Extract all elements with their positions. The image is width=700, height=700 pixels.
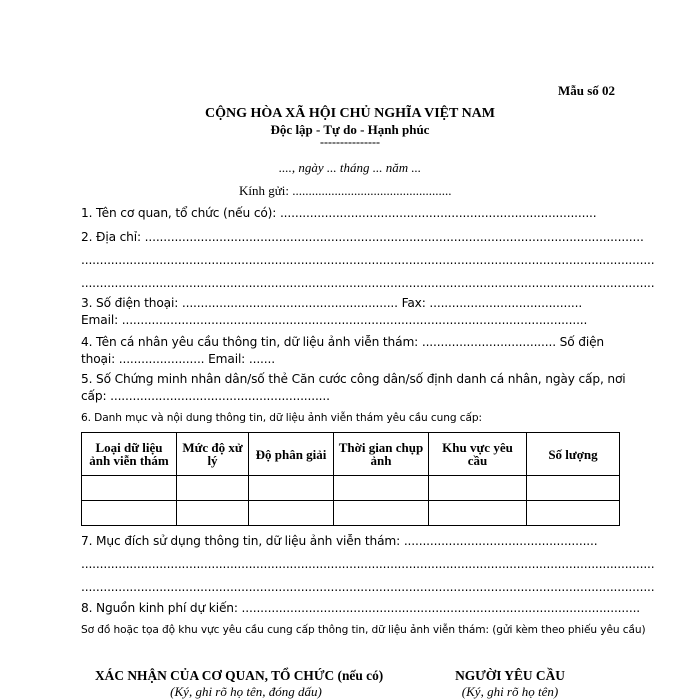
line-address: 2. Địa chỉ: ...................................................................................................................................... [81, 230, 644, 244]
table-cell [249, 476, 334, 501]
table-header-cell: Số lượng [527, 433, 620, 476]
table-header-cell: Loại dữ liệu ảnh viễn thám [82, 433, 177, 476]
line-purpose-cont-2: .......................................................................................................................................................... [81, 580, 655, 594]
table-cell [429, 501, 527, 526]
map-coordinates-note: Sơ đồ hoặc tọa độ khu vực yêu cầu cung cấp thông tin, dữ liệu ảnh viễn thám: (gửi kèm theo phiếu yêu cầu) [81, 624, 646, 636]
table-row [82, 501, 620, 526]
table-cell [429, 476, 527, 501]
table-cell [177, 501, 249, 526]
table-cell [82, 501, 177, 526]
table-cell [527, 501, 620, 526]
line-email: Email: ............................................................................................................................. [81, 313, 588, 327]
table-cell [334, 476, 429, 501]
table-cell [177, 476, 249, 501]
line-purpose-cont-1: .......................................................................................................................................................... [81, 557, 655, 571]
table-header-cell: Mức độ xử lý [177, 433, 249, 476]
line-id-issue-place: cấp: ........................................................... [81, 389, 330, 403]
line-phone-fax: 3. Số điện thoại: .......................................................... Fax: ......................................... [81, 296, 583, 310]
motto: Độc lập - Tự do - Hạnh phúc [270, 122, 430, 137]
organization-signature-note: (Ký, ghi rõ họ tên, đóng dấu) [170, 684, 322, 699]
line-address-cont-2: .......................................................................................................................................................... [81, 276, 655, 290]
line-funding: 8. Nguồn kinh phí dự kiến: ........................................................................................................... [81, 601, 641, 615]
table-cell [334, 501, 429, 526]
line-requester-phone: thoại: ....................... Email: ....... [81, 352, 275, 366]
table-row [82, 476, 620, 501]
line-data-list: 6. Danh mục và nội dung thông tin, dữ liệu ảnh viễn thám yêu cầu cung cấp: [81, 412, 482, 424]
table-cell [82, 476, 177, 501]
table-header-row [82, 433, 620, 476]
line-id-number: 5. Số Chứng minh nhân dân/số thẻ Căn cước công dân/số định danh cá nhân, ngày cấp, nơi [81, 372, 626, 386]
requester-title: NGƯỜI YÊU CẦU [455, 668, 565, 683]
line-purpose: 7. Mục đích sử dụng thông tin, dữ liệu ảnh viễn thám: .................................................... [81, 534, 598, 548]
line-organization-name: 1. Tên cơ quan, tổ chức (nếu có): ..................................................................................... [81, 206, 597, 220]
request-table [81, 432, 620, 526]
table-cell [249, 501, 334, 526]
form-number: Mẫu số 02 [558, 83, 616, 98]
country-name: CỘNG HÒA XÃ HỘI CHỦ NGHĨA VIỆT NAM [204, 106, 495, 121]
organization-confirmation-title: XÁC NHẬN CỦA CƠ QUAN, TỔ CHỨC (nếu có) [95, 668, 384, 683]
table-header-cell: Độ phân giải [249, 433, 334, 476]
requester-signature-note: (Ký, ghi rõ họ tên) [461, 684, 559, 699]
line-requester-name: 4. Tên cá nhân yêu cầu thông tin, dữ liệu ảnh viễn thám: .................................... Số điện [81, 335, 605, 349]
line-address-cont-1: .......................................................................................................................................................... [81, 253, 655, 267]
recipient-line: Kính gửi: ................................................. [239, 183, 452, 198]
date-line: ...., ngày ... tháng ... năm ... [278, 160, 422, 175]
header-rule: --------------- [320, 135, 380, 149]
table-header-cell: Khu vực yêu cầu [429, 433, 527, 476]
table-header-cell: Thời gian chụp ảnh [334, 433, 429, 476]
table-cell [527, 476, 620, 501]
